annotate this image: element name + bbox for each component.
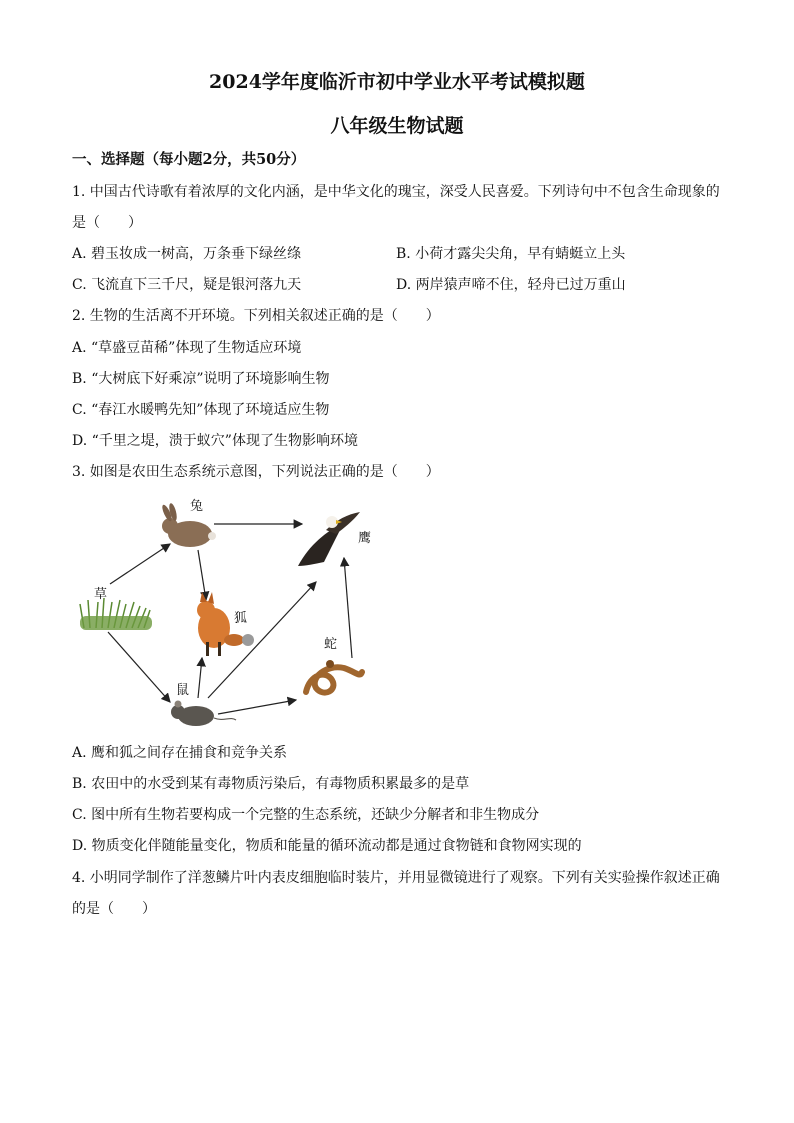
question-1-stem: 1. 中国古代诗歌有着浓厚的文化内涵，是中华文化的瑰宝，深受人民喜爱。下列诗句中不包含生命现象的 bbox=[72, 184, 720, 200]
question-3-option-b: B. 农田中的水受到某有毒物质污染后，有毒物质积累最多的是草 bbox=[72, 776, 470, 792]
arrow-mouse-fox bbox=[198, 658, 202, 698]
question-1-stem-cont: 是（ ） bbox=[72, 215, 142, 231]
exam-title: 2024学年度临沂市初中学业水平考试模拟题 bbox=[209, 71, 585, 93]
question-2-option-a: A. “草盛豆苗稀”体现了生物适应环境 bbox=[72, 340, 302, 356]
question-2-option-d: D. “千里之堤，溃于蚁穴”体现了生物影响环境 bbox=[72, 433, 358, 449]
question-1-option-a: A. 碧玉妆成一树高，万条垂下绿丝绦 bbox=[72, 246, 302, 262]
question-2-stem: 2. 生物的生活离不开环境。下列相关叙述正确的是（ ） bbox=[72, 308, 440, 324]
mouse-figure bbox=[171, 701, 236, 727]
grass-base bbox=[80, 616, 152, 630]
snake-head bbox=[326, 660, 334, 668]
arrow-snake-eagle bbox=[344, 558, 352, 658]
exam-subtitle: 八年级生物试题 bbox=[330, 115, 464, 137]
snake-figure bbox=[306, 667, 362, 692]
question-3-option-d: D. 物质变化伴随能量变化，物质和能量的循环流动都是通过食物链和食物网实现的 bbox=[72, 838, 582, 854]
label-fox: 狐 bbox=[234, 611, 248, 626]
question-1-option-d: D. 两岸猿声啼不住，轻舟已过万重山 bbox=[396, 277, 626, 293]
arrow-grass-rabbit bbox=[110, 544, 170, 584]
rabbit-figure bbox=[160, 503, 216, 547]
question-4-stem-cont: 的是（ ） bbox=[72, 901, 156, 917]
question-2-option-c: C. “春江水暖鸭先知”体现了环境适应生物 bbox=[72, 402, 330, 418]
section-heading: 一、选择题（每小题2分，共50分） bbox=[72, 151, 306, 168]
question-3-option-a: A. 鹰和狐之间存在捕食和竞争关系 bbox=[72, 745, 288, 761]
question-4-stem: 4. 小明同学制作了洋葱鳞片叶内表皮细胞临时装片，并用显微镜进行了观察。下列有关实验操作叙述正确 bbox=[72, 870, 720, 886]
label-eagle: 鹰 bbox=[358, 531, 372, 546]
label-mouse: 鼠 bbox=[176, 683, 190, 698]
label-grass: 草 bbox=[94, 587, 108, 602]
question-1-option-b: B. 小荷才露尖尖角，早有蜻蜓立上头 bbox=[396, 246, 626, 262]
arrow-grass-mouse bbox=[108, 632, 170, 702]
arrow-mouse-snake bbox=[218, 700, 296, 714]
label-rabbit: 兔 bbox=[190, 499, 204, 514]
question-1-option-c: C. 飞流直下三千尺，疑是银河落九天 bbox=[72, 277, 302, 293]
label-snake: 蛇 bbox=[324, 637, 338, 652]
question-2-option-b: B. “大树底下好乘凉”说明了环境影响生物 bbox=[72, 371, 330, 387]
food-web-diagram bbox=[74, 492, 374, 732]
eagle-figure bbox=[298, 512, 360, 566]
question-3-stem: 3. 如图是农田生态系统示意图，下列说法正确的是（ ） bbox=[72, 464, 440, 480]
question-3-option-c: C. 图中所有生物若要构成一个完整的生态系统，还缺少分解者和非生物成分 bbox=[72, 807, 540, 823]
